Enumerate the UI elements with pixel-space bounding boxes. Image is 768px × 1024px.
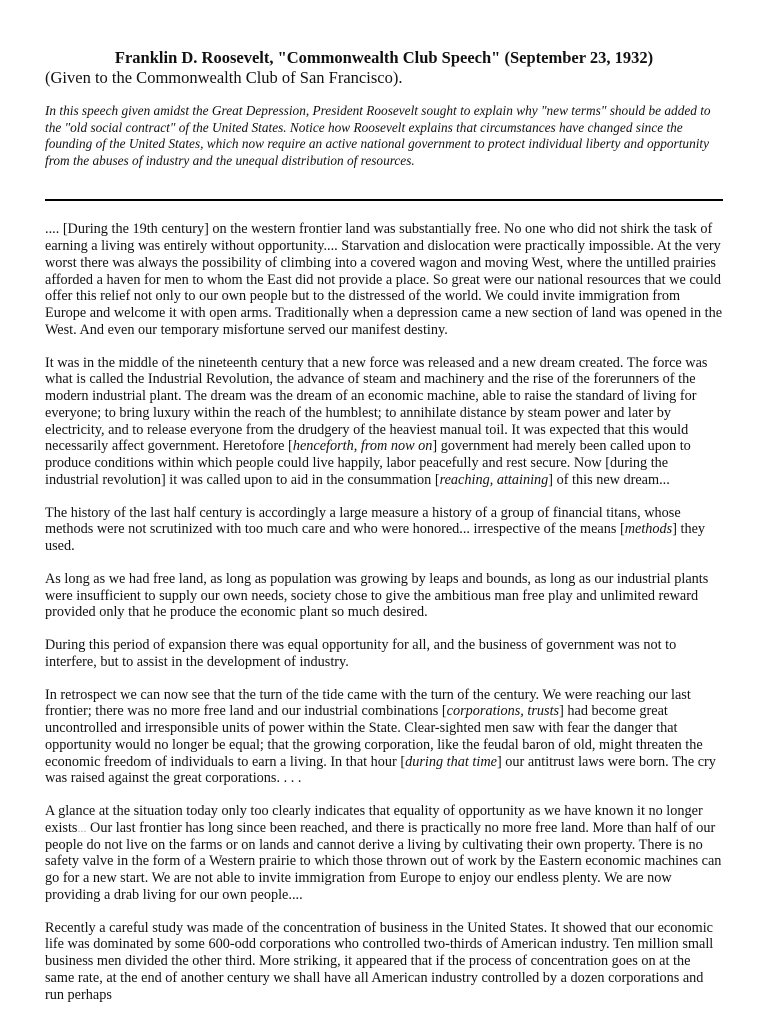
ellipsis-mark: ... [77,820,87,835]
text-segment: ] government had merely been called upon to produce conditions within which people could live happily, labor peacefully and rest secure. Now [during the industrial revolution] it was called upon to aid in the consummation [ [45,438,691,488]
speech-body [45,221,723,1003]
text-segment: Recently a careful study was made of the concentration of business in the United States. It showed that our economic life was dominated by some 600-odd corporations who controlled two-thirds of American industry. Ten million small business men divided the other third. More striking, it appeared that if the process of concentration goes on at the same rate, at the end of another century we shall have all American industry controlled by a dozen corporations and run perhaps [45,919,714,1003]
paragraph [45,221,723,338]
paragraph [45,803,723,904]
section-divider [45,199,723,201]
text-segment: During this period of expansion there was equal opportunity for all, and the business of government was not to interfere, but to assist in the development of industry. [45,637,677,670]
gloss-annotation: reaching, attaining [439,471,549,488]
document-title: Franklin D. Roosevelt, "Commonwealth Club Speech" (September 23, 1932) [114,48,654,67]
text-segment: In retrospect we can now see that the turn of the tide came with the turn of the century. We were reaching our last frontier; there was no more free land and our industrial combinations [ [45,686,691,720]
text-segment: The history of the last half century is accordingly a large measure a history of a group of financial titans, whose methods were not scrutinized with too much care and who were honored... irrespective of the means [ [45,504,681,538]
gloss-annotation: during that time [405,753,497,770]
paragraph [45,920,723,1004]
document-page [45,0,723,1019]
text-segment: ] of this new dream... [548,471,670,488]
intro-note: In this speech given amidst the Great Depression, President Roosevelt sought to explain why "new terms" should be added to the "old social contract" of the United States. Notice how Roosevelt explains that circumstances have changed since the founding of the United States, which now require an active national government to protect individual liberty and opportunity from the abuses of industry and the unequal distribution of resources. [45,103,711,168]
text-segment: ] had become great uncontrolled and irresponsible units of power within the State. Clear-sighted men saw with fear the danger that opportunity would no longer be equal; that the growing corporation, like the feudal baron of old, might threaten the economic freedom of individuals to earn a living. In that hour [ [45,703,703,770]
paragraph [45,637,723,671]
text-segment: As long as we had free land, as long as population was growing by leaps and bounds, as long as our industrial plants were insufficient to supply our own needs, society chose to give the ambitious man free play and unlimited reward provided only that he produce the economic plant so much desired. [45,570,709,621]
text-segment: It was in the middle of the nineteenth century that a new force was released and a new dream created. The force was what is called the Industrial Revolution, the advance of steam and machinery and the rise of the forerunners of the modern industrial plant. The dream was the dream of an economic machine, able to raise the standard of living for everyone; to bring luxury within the reach of the humblest; to annihilate distance by steam power and later by electricity, and to release everyone from the drudgery of the heaviest manual toil. It was expected that this would necessarily affect government. Heretofore [ [45,354,708,455]
text-segment: .... [During the 19th century] on the western frontier land was substantially free. No one who did not shirk the task of earning a living was entirely without opportunity.... Starvation and dislocation were practically impossible. At the very worst there was always the possibility of climbing into a covered wagon and moving West, where the untilled prairies afforded a haven for men to whom the East did not provide a place. So great were our national resources that we could offer this relief not only to our own people but to the distressed of the world. We could invite immigration from Europe and welcome it with open arms. Traditionally when a depression came a new section of land was opened in the West. And even our temporary misfortune served our manifest destiny. [45,221,723,338]
text-segment: ] they used. [45,521,706,555]
paragraph [45,355,723,489]
gloss-annotation: methods [624,521,673,538]
paragraph [45,687,723,788]
text-segment: A glance at the situation today only too clearly indicates that equality of opportunity as we have known it no longer exists [45,803,703,836]
paragraph [45,571,723,621]
gloss-annotation: henceforth, from now on [292,438,433,455]
paragraph [45,505,723,555]
gloss-annotation: corporations, trusts [446,703,560,720]
document-subtitle: (Given to the Commonwealth Club of San Francisco). [45,68,403,87]
text-segment: ] our antitrust laws were born. The cry was raised against the great corporations. . . . [45,753,716,787]
text-segment: Our last frontier has long since been reached, and there is practically no more free land. More than half of our people do not live on the farms or on lands and cannot derive a living by cultivating their own property. There is no safety valve in the form of a Western prairie to which those thrown out of work by the Eastern economic machines can go for a new start. We are not able to invite immigration from Europe to enjoy our endless plenty. We are now providing a drab living for our own people.... [45,819,722,903]
